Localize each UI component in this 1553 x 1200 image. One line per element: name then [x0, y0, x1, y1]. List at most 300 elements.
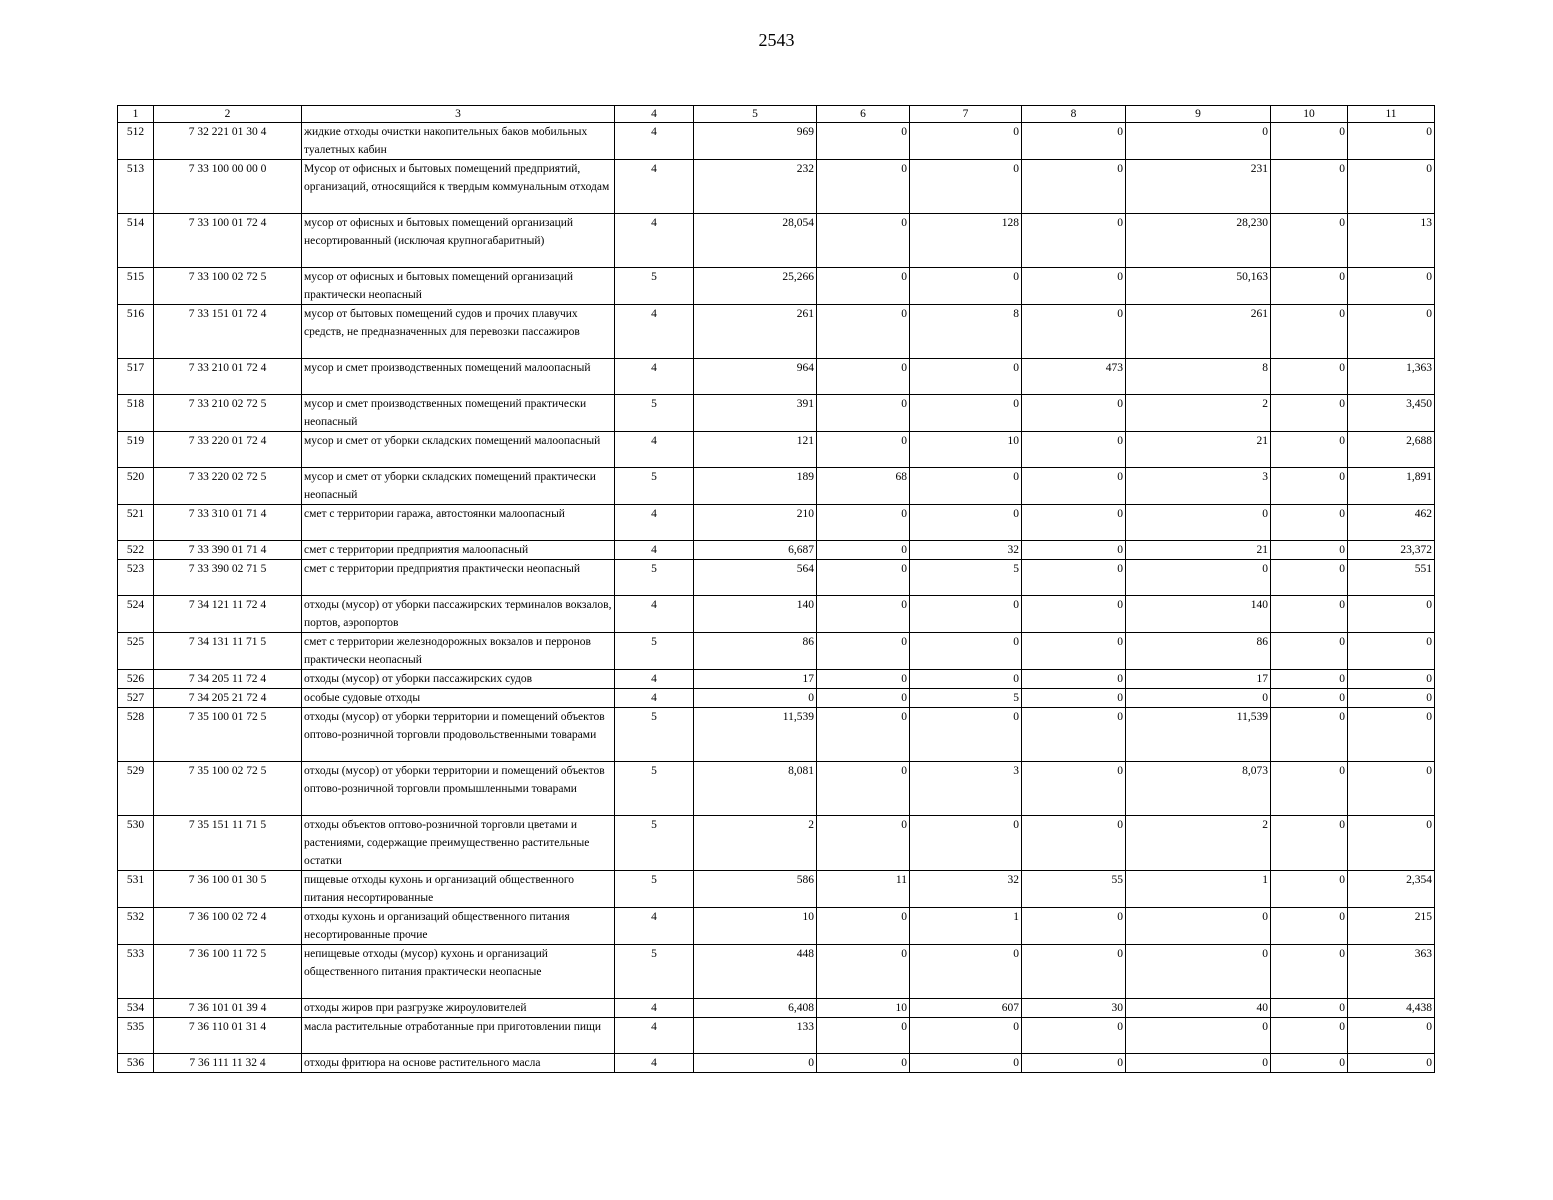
- value-cell: 0: [817, 123, 910, 160]
- waste-name-cell: отходы (мусор) от уборки пассажирских терминалов вокзалов, портов, аэропортов: [302, 596, 615, 633]
- table-row: [118, 468, 1435, 505]
- waste-name-cell: масла растительные отработанные при приготовлении пищи: [302, 1018, 615, 1054]
- value-cell: 0: [817, 359, 910, 395]
- value-cell: 0: [1022, 945, 1126, 999]
- value-cell: 11: [817, 871, 910, 908]
- row-number-cell: 515: [118, 268, 154, 305]
- header-cell: 4: [615, 106, 694, 123]
- value-cell: 0: [817, 633, 910, 670]
- value-cell: 0: [1022, 1018, 1126, 1054]
- header-cell: 8: [1022, 106, 1126, 123]
- hazard-class-cell: 4: [615, 123, 694, 160]
- row-number-cell: 534: [118, 999, 154, 1018]
- row-number-cell: 532: [118, 908, 154, 945]
- value-cell: 128: [910, 214, 1022, 268]
- header-cell: 6: [817, 106, 910, 123]
- value-cell: 0: [1271, 945, 1348, 999]
- row-number-cell: 518: [118, 395, 154, 432]
- value-cell: 21: [1126, 432, 1271, 468]
- table-row: [118, 268, 1435, 305]
- hazard-class-cell: 4: [615, 214, 694, 268]
- value-cell: 0: [1271, 762, 1348, 816]
- table-row: [118, 432, 1435, 468]
- header-cell: 3: [302, 106, 615, 123]
- waste-name-cell: смет с территории предприятия малоопасный: [302, 541, 615, 560]
- value-cell: 0: [910, 468, 1022, 505]
- value-cell: 3,450: [1348, 395, 1435, 432]
- waste-code-cell: 7 34 131 11 71 5: [154, 633, 302, 670]
- value-cell: 0: [1126, 1018, 1271, 1054]
- waste-code-cell: 7 33 210 01 72 4: [154, 359, 302, 395]
- value-cell: 0: [1271, 871, 1348, 908]
- value-cell: 21: [1126, 541, 1271, 560]
- value-cell: 0: [1271, 633, 1348, 670]
- value-cell: 0: [817, 945, 910, 999]
- value-cell: 17: [694, 670, 817, 689]
- value-cell: 0: [1271, 468, 1348, 505]
- value-cell: 231: [1126, 160, 1271, 214]
- waste-name-cell: мусор от офисных и бытовых помещений организаций несортированный (исключая крупногабаритный): [302, 214, 615, 268]
- waste-code-cell: 7 34 205 11 72 4: [154, 670, 302, 689]
- waste-code-cell: 7 36 110 01 31 4: [154, 1018, 302, 1054]
- value-cell: 0: [1348, 123, 1435, 160]
- value-cell: 0: [1348, 633, 1435, 670]
- value-cell: 0: [1271, 908, 1348, 945]
- hazard-class-cell: 5: [615, 560, 694, 596]
- hazard-class-cell: 5: [615, 816, 694, 871]
- value-cell: 4,438: [1348, 999, 1435, 1018]
- value-cell: 0: [1022, 560, 1126, 596]
- waste-code-cell: 7 34 205 21 72 4: [154, 689, 302, 708]
- value-cell: 0: [910, 359, 1022, 395]
- value-cell: 0: [1271, 708, 1348, 762]
- value-cell: 32: [910, 871, 1022, 908]
- table-row: [118, 596, 1435, 633]
- value-cell: 564: [694, 560, 817, 596]
- value-cell: 0: [817, 762, 910, 816]
- value-cell: 0: [1022, 432, 1126, 468]
- hazard-class-cell: 4: [615, 670, 694, 689]
- value-cell: 30: [1022, 999, 1126, 1018]
- waste-name-cell: Мусор от офисных и бытовых помещений предприятий, организаций, относящийся к твердым коммунальным отходам: [302, 160, 615, 214]
- waste-name-cell: пищевые отходы кухонь и организаций общественного питания несортированные: [302, 871, 615, 908]
- waste-name-cell: мусор от офисных и бытовых помещений организаций практически неопасный: [302, 268, 615, 305]
- value-cell: 0: [1126, 908, 1271, 945]
- value-cell: 0: [1271, 432, 1348, 468]
- waste-code-cell: 7 33 390 02 71 5: [154, 560, 302, 596]
- table-row: [118, 999, 1435, 1018]
- waste-code-cell: 7 35 100 02 72 5: [154, 762, 302, 816]
- hazard-class-cell: 4: [615, 505, 694, 541]
- row-number-cell: 524: [118, 596, 154, 633]
- waste-name-cell: жидкие отходы очистки накопительных баков мобильных туалетных кабин: [302, 123, 615, 160]
- row-number-cell: 517: [118, 359, 154, 395]
- table-row: [118, 762, 1435, 816]
- table-row: [118, 871, 1435, 908]
- row-number-cell: 527: [118, 689, 154, 708]
- waste-code-cell: 7 33 100 01 72 4: [154, 214, 302, 268]
- value-cell: 0: [1126, 560, 1271, 596]
- table-row: [118, 945, 1435, 999]
- value-cell: 0: [1022, 395, 1126, 432]
- value-cell: 0: [1348, 689, 1435, 708]
- value-cell: 11,539: [694, 708, 817, 762]
- value-cell: 0: [1271, 541, 1348, 560]
- hazard-class-cell: 4: [615, 1054, 694, 1073]
- value-cell: 0: [1022, 305, 1126, 359]
- value-cell: 0: [1348, 1018, 1435, 1054]
- waste-code-cell: 7 33 210 02 72 5: [154, 395, 302, 432]
- value-cell: 215: [1348, 908, 1435, 945]
- value-cell: 1: [910, 908, 1022, 945]
- value-cell: 232: [694, 160, 817, 214]
- table-row: [118, 908, 1435, 945]
- value-cell: 140: [694, 596, 817, 633]
- value-cell: 0: [910, 708, 1022, 762]
- row-number-cell: 516: [118, 305, 154, 359]
- hazard-class-cell: 5: [615, 633, 694, 670]
- value-cell: 8,073: [1126, 762, 1271, 816]
- row-number-cell: 529: [118, 762, 154, 816]
- value-cell: 0: [1271, 689, 1348, 708]
- table-row: [118, 359, 1435, 395]
- value-cell: 0: [1022, 633, 1126, 670]
- value-cell: 448: [694, 945, 817, 999]
- row-number-cell: 512: [118, 123, 154, 160]
- waste-name-cell: отходы объектов оптово-розничной торговли цветами и растениями, содержащие преимущественно растительные остатки: [302, 816, 615, 871]
- value-cell: 0: [1348, 160, 1435, 214]
- value-cell: 0: [1271, 670, 1348, 689]
- hazard-class-cell: 4: [615, 1018, 694, 1054]
- row-number-cell: 523: [118, 560, 154, 596]
- header-cell: 9: [1126, 106, 1271, 123]
- value-cell: 0: [817, 908, 910, 945]
- value-cell: 8: [1126, 359, 1271, 395]
- row-number-cell: 535: [118, 1018, 154, 1054]
- hazard-class-cell: 4: [615, 908, 694, 945]
- value-cell: 23,372: [1348, 541, 1435, 560]
- table-row: [118, 160, 1435, 214]
- waste-code-cell: 7 33 390 01 71 4: [154, 541, 302, 560]
- value-cell: 8,081: [694, 762, 817, 816]
- header-cell: 10: [1271, 106, 1348, 123]
- waste-code-cell: 7 36 111 11 32 4: [154, 1054, 302, 1073]
- waste-name-cell: смет с территории предприятия практически неопасный: [302, 560, 615, 596]
- value-cell: 0: [1022, 689, 1126, 708]
- waste-name-cell: отходы (мусор) от уборки территории и помещений объектов оптово-розничной торговли промышленными товарами: [302, 762, 615, 816]
- table-row: [118, 305, 1435, 359]
- table-body: [118, 123, 1435, 1073]
- hazard-class-cell: 5: [615, 708, 694, 762]
- value-cell: 210: [694, 505, 817, 541]
- value-cell: 17: [1126, 670, 1271, 689]
- waste-name-cell: мусор и смет производственных помещений малоопасный: [302, 359, 615, 395]
- value-cell: 0: [1271, 395, 1348, 432]
- row-number-cell: 525: [118, 633, 154, 670]
- waste-code-cell: 7 33 100 02 72 5: [154, 268, 302, 305]
- value-cell: 0: [910, 816, 1022, 871]
- waste-code-cell: 7 33 100 00 00 0: [154, 160, 302, 214]
- waste-code-cell: 7 33 310 01 71 4: [154, 505, 302, 541]
- value-cell: 0: [910, 945, 1022, 999]
- value-cell: 0: [817, 541, 910, 560]
- value-cell: 3: [1126, 468, 1271, 505]
- waste-code-cell: 7 36 100 01 30 5: [154, 871, 302, 908]
- hazard-class-cell: 4: [615, 305, 694, 359]
- waste-name-cell: мусор и смет от уборки складских помещений малоопасный: [302, 432, 615, 468]
- waste-code-cell: 7 32 221 01 30 4: [154, 123, 302, 160]
- value-cell: 3: [910, 762, 1022, 816]
- row-number-cell: 531: [118, 871, 154, 908]
- table-row: [118, 670, 1435, 689]
- value-cell: 0: [1022, 268, 1126, 305]
- waste-code-cell: 7 33 220 02 72 5: [154, 468, 302, 505]
- value-cell: 0: [817, 596, 910, 633]
- waste-name-cell: мусор и смет производственных помещений практически неопасный: [302, 395, 615, 432]
- value-cell: 121: [694, 432, 817, 468]
- value-cell: 2,688: [1348, 432, 1435, 468]
- table-row: [118, 689, 1435, 708]
- value-cell: 0: [1022, 762, 1126, 816]
- value-cell: 0: [817, 708, 910, 762]
- value-cell: 0: [817, 160, 910, 214]
- hazard-class-cell: 4: [615, 596, 694, 633]
- value-cell: 0: [910, 395, 1022, 432]
- table-row: [118, 214, 1435, 268]
- value-cell: 0: [1271, 305, 1348, 359]
- row-number-cell: 520: [118, 468, 154, 505]
- value-cell: 0: [1348, 1054, 1435, 1073]
- waste-code-cell: 7 33 220 01 72 4: [154, 432, 302, 468]
- hazard-class-cell: 5: [615, 871, 694, 908]
- waste-name-cell: отходы (мусор) от уборки пассажирских судов: [302, 670, 615, 689]
- value-cell: 0: [1022, 816, 1126, 871]
- value-cell: 0: [1348, 596, 1435, 633]
- row-number-cell: 530: [118, 816, 154, 871]
- value-cell: 0: [1271, 160, 1348, 214]
- value-cell: 0: [1271, 268, 1348, 305]
- value-cell: 586: [694, 871, 817, 908]
- value-cell: 0: [817, 395, 910, 432]
- hazard-class-cell: 5: [615, 395, 694, 432]
- value-cell: 363: [1348, 945, 1435, 999]
- value-cell: 5: [910, 689, 1022, 708]
- value-cell: 1,891: [1348, 468, 1435, 505]
- value-cell: 969: [694, 123, 817, 160]
- waste-code-cell: 7 34 121 11 72 4: [154, 596, 302, 633]
- header-cell: 11: [1348, 106, 1435, 123]
- value-cell: 5: [910, 560, 1022, 596]
- value-cell: 0: [1271, 214, 1348, 268]
- value-cell: 0: [817, 689, 910, 708]
- waste-code-cell: 7 35 100 01 72 5: [154, 708, 302, 762]
- table-row: [118, 1018, 1435, 1054]
- waste-code-cell: 7 35 151 11 71 5: [154, 816, 302, 871]
- value-cell: 0: [910, 1054, 1022, 1073]
- value-cell: 0: [817, 560, 910, 596]
- value-cell: 10: [910, 432, 1022, 468]
- row-number-cell: 521: [118, 505, 154, 541]
- value-cell: 50,163: [1126, 268, 1271, 305]
- value-cell: 0: [817, 670, 910, 689]
- value-cell: 140: [1126, 596, 1271, 633]
- waste-code-cell: 7 36 100 11 72 5: [154, 945, 302, 999]
- value-cell: 0: [910, 1018, 1022, 1054]
- header-cell: 1: [118, 106, 154, 123]
- value-cell: 2: [694, 816, 817, 871]
- value-cell: 0: [1126, 123, 1271, 160]
- value-cell: 0: [694, 1054, 817, 1073]
- value-cell: 0: [1022, 670, 1126, 689]
- value-cell: 189: [694, 468, 817, 505]
- hazard-class-cell: 5: [615, 945, 694, 999]
- value-cell: 0: [1348, 708, 1435, 762]
- hazard-class-cell: 4: [615, 689, 694, 708]
- value-cell: 68: [817, 468, 910, 505]
- value-cell: 0: [1271, 505, 1348, 541]
- value-cell: 0: [1348, 305, 1435, 359]
- value-cell: 0: [1022, 541, 1126, 560]
- value-cell: 0: [1271, 123, 1348, 160]
- row-number-cell: 514: [118, 214, 154, 268]
- value-cell: 0: [817, 505, 910, 541]
- value-cell: 0: [910, 160, 1022, 214]
- waste-code-cell: 7 36 101 01 39 4: [154, 999, 302, 1018]
- value-cell: 0: [910, 123, 1022, 160]
- value-cell: 0: [1271, 1054, 1348, 1073]
- waste-name-cell: мусор от бытовых помещений судов и прочих плавучих средств, не предназначенных для перевозки пассажиров: [302, 305, 615, 359]
- value-cell: 0: [910, 633, 1022, 670]
- hazard-class-cell: 4: [615, 160, 694, 214]
- value-cell: 1,363: [1348, 359, 1435, 395]
- waste-name-cell: смет с территории гаража, автостоянки малоопасный: [302, 505, 615, 541]
- table-row: [118, 541, 1435, 560]
- table-row: [118, 560, 1435, 596]
- row-number-cell: 533: [118, 945, 154, 999]
- waste-code-cell: 7 36 100 02 72 4: [154, 908, 302, 945]
- table-row: [118, 505, 1435, 541]
- waste-name-cell: отходы жиров при разгрузке жироуловителей: [302, 999, 615, 1018]
- value-cell: 0: [1022, 160, 1126, 214]
- hazard-class-cell: 5: [615, 468, 694, 505]
- value-cell: 964: [694, 359, 817, 395]
- value-cell: 0: [1022, 908, 1126, 945]
- hazard-class-cell: 5: [615, 762, 694, 816]
- value-cell: 0: [1126, 689, 1271, 708]
- value-cell: 0: [1022, 1054, 1126, 1073]
- value-cell: 133: [694, 1018, 817, 1054]
- waste-name-cell: непищевые отходы (мусор) кухонь и организаций общественного питания практически неопасные: [302, 945, 615, 999]
- value-cell: 0: [1022, 214, 1126, 268]
- row-number-cell: 519: [118, 432, 154, 468]
- hazard-class-cell: 5: [615, 268, 694, 305]
- row-number-cell: 528: [118, 708, 154, 762]
- value-cell: 25,266: [694, 268, 817, 305]
- value-cell: 473: [1022, 359, 1126, 395]
- value-cell: 0: [1126, 1054, 1271, 1073]
- hazard-class-cell: 4: [615, 999, 694, 1018]
- value-cell: 28,054: [694, 214, 817, 268]
- waste-name-cell: смет с территории железнодорожных вокзалов и перронов практически неопасный: [302, 633, 615, 670]
- value-cell: 0: [910, 670, 1022, 689]
- value-cell: 0: [1126, 505, 1271, 541]
- hazard-class-cell: 4: [615, 432, 694, 468]
- value-cell: 0: [817, 1054, 910, 1073]
- row-number-cell: 536: [118, 1054, 154, 1073]
- value-cell: 0: [817, 816, 910, 871]
- value-cell: 86: [694, 633, 817, 670]
- row-number-cell: 526: [118, 670, 154, 689]
- value-cell: 0: [1348, 816, 1435, 871]
- value-cell: 0: [1271, 359, 1348, 395]
- header-cell: 7: [910, 106, 1022, 123]
- value-cell: 0: [910, 505, 1022, 541]
- hazard-class-cell: 4: [615, 359, 694, 395]
- value-cell: 40: [1126, 999, 1271, 1018]
- waste-table: [117, 105, 1435, 1073]
- header-cell: 5: [694, 106, 817, 123]
- value-cell: 607: [910, 999, 1022, 1018]
- table-row: [118, 633, 1435, 670]
- value-cell: 0: [1348, 762, 1435, 816]
- value-cell: 0: [817, 268, 910, 305]
- hazard-class-cell: 4: [615, 541, 694, 560]
- value-cell: 0: [1022, 708, 1126, 762]
- value-cell: 0: [817, 432, 910, 468]
- value-cell: 0: [1126, 945, 1271, 999]
- value-cell: 55: [1022, 871, 1126, 908]
- page-number: 2543: [758, 30, 795, 50]
- value-cell: 0: [910, 596, 1022, 633]
- value-cell: 28,230: [1126, 214, 1271, 268]
- table-row: [118, 708, 1435, 762]
- value-cell: 2: [1126, 395, 1271, 432]
- row-number-cell: 513: [118, 160, 154, 214]
- table-row: [118, 1054, 1435, 1073]
- value-cell: 0: [1022, 123, 1126, 160]
- value-cell: 0: [694, 689, 817, 708]
- value-cell: 0: [1348, 670, 1435, 689]
- value-cell: 0: [1271, 596, 1348, 633]
- table-row: [118, 123, 1435, 160]
- value-cell: 0: [817, 1018, 910, 1054]
- waste-code-cell: 7 33 151 01 72 4: [154, 305, 302, 359]
- value-cell: 6,687: [694, 541, 817, 560]
- table-row: [118, 395, 1435, 432]
- value-cell: 0: [817, 305, 910, 359]
- waste-name-cell: мусор и смет от уборки складских помещений практически неопасный: [302, 468, 615, 505]
- value-cell: 86: [1126, 633, 1271, 670]
- value-cell: 0: [910, 268, 1022, 305]
- row-number-cell: 522: [118, 541, 154, 560]
- value-cell: 2: [1126, 816, 1271, 871]
- value-cell: 391: [694, 395, 817, 432]
- value-cell: 261: [1126, 305, 1271, 359]
- header-cell: 2: [154, 106, 302, 123]
- value-cell: 0: [1271, 816, 1348, 871]
- header-row: [118, 106, 1435, 123]
- value-cell: 0: [1348, 268, 1435, 305]
- value-cell: 261: [694, 305, 817, 359]
- value-cell: 0: [817, 214, 910, 268]
- waste-name-cell: особые судовые отходы: [302, 689, 615, 708]
- waste-name-cell: отходы (мусор) от уборки территории и помещений объектов оптово-розничной торговли продовольственными товарами: [302, 708, 615, 762]
- value-cell: 10: [694, 908, 817, 945]
- waste-name-cell: отходы кухонь и организаций общественного питания несортированные прочие: [302, 908, 615, 945]
- value-cell: 2,354: [1348, 871, 1435, 908]
- waste-name-cell: отходы фритюра на основе растительного масла: [302, 1054, 615, 1073]
- table-row: [118, 816, 1435, 871]
